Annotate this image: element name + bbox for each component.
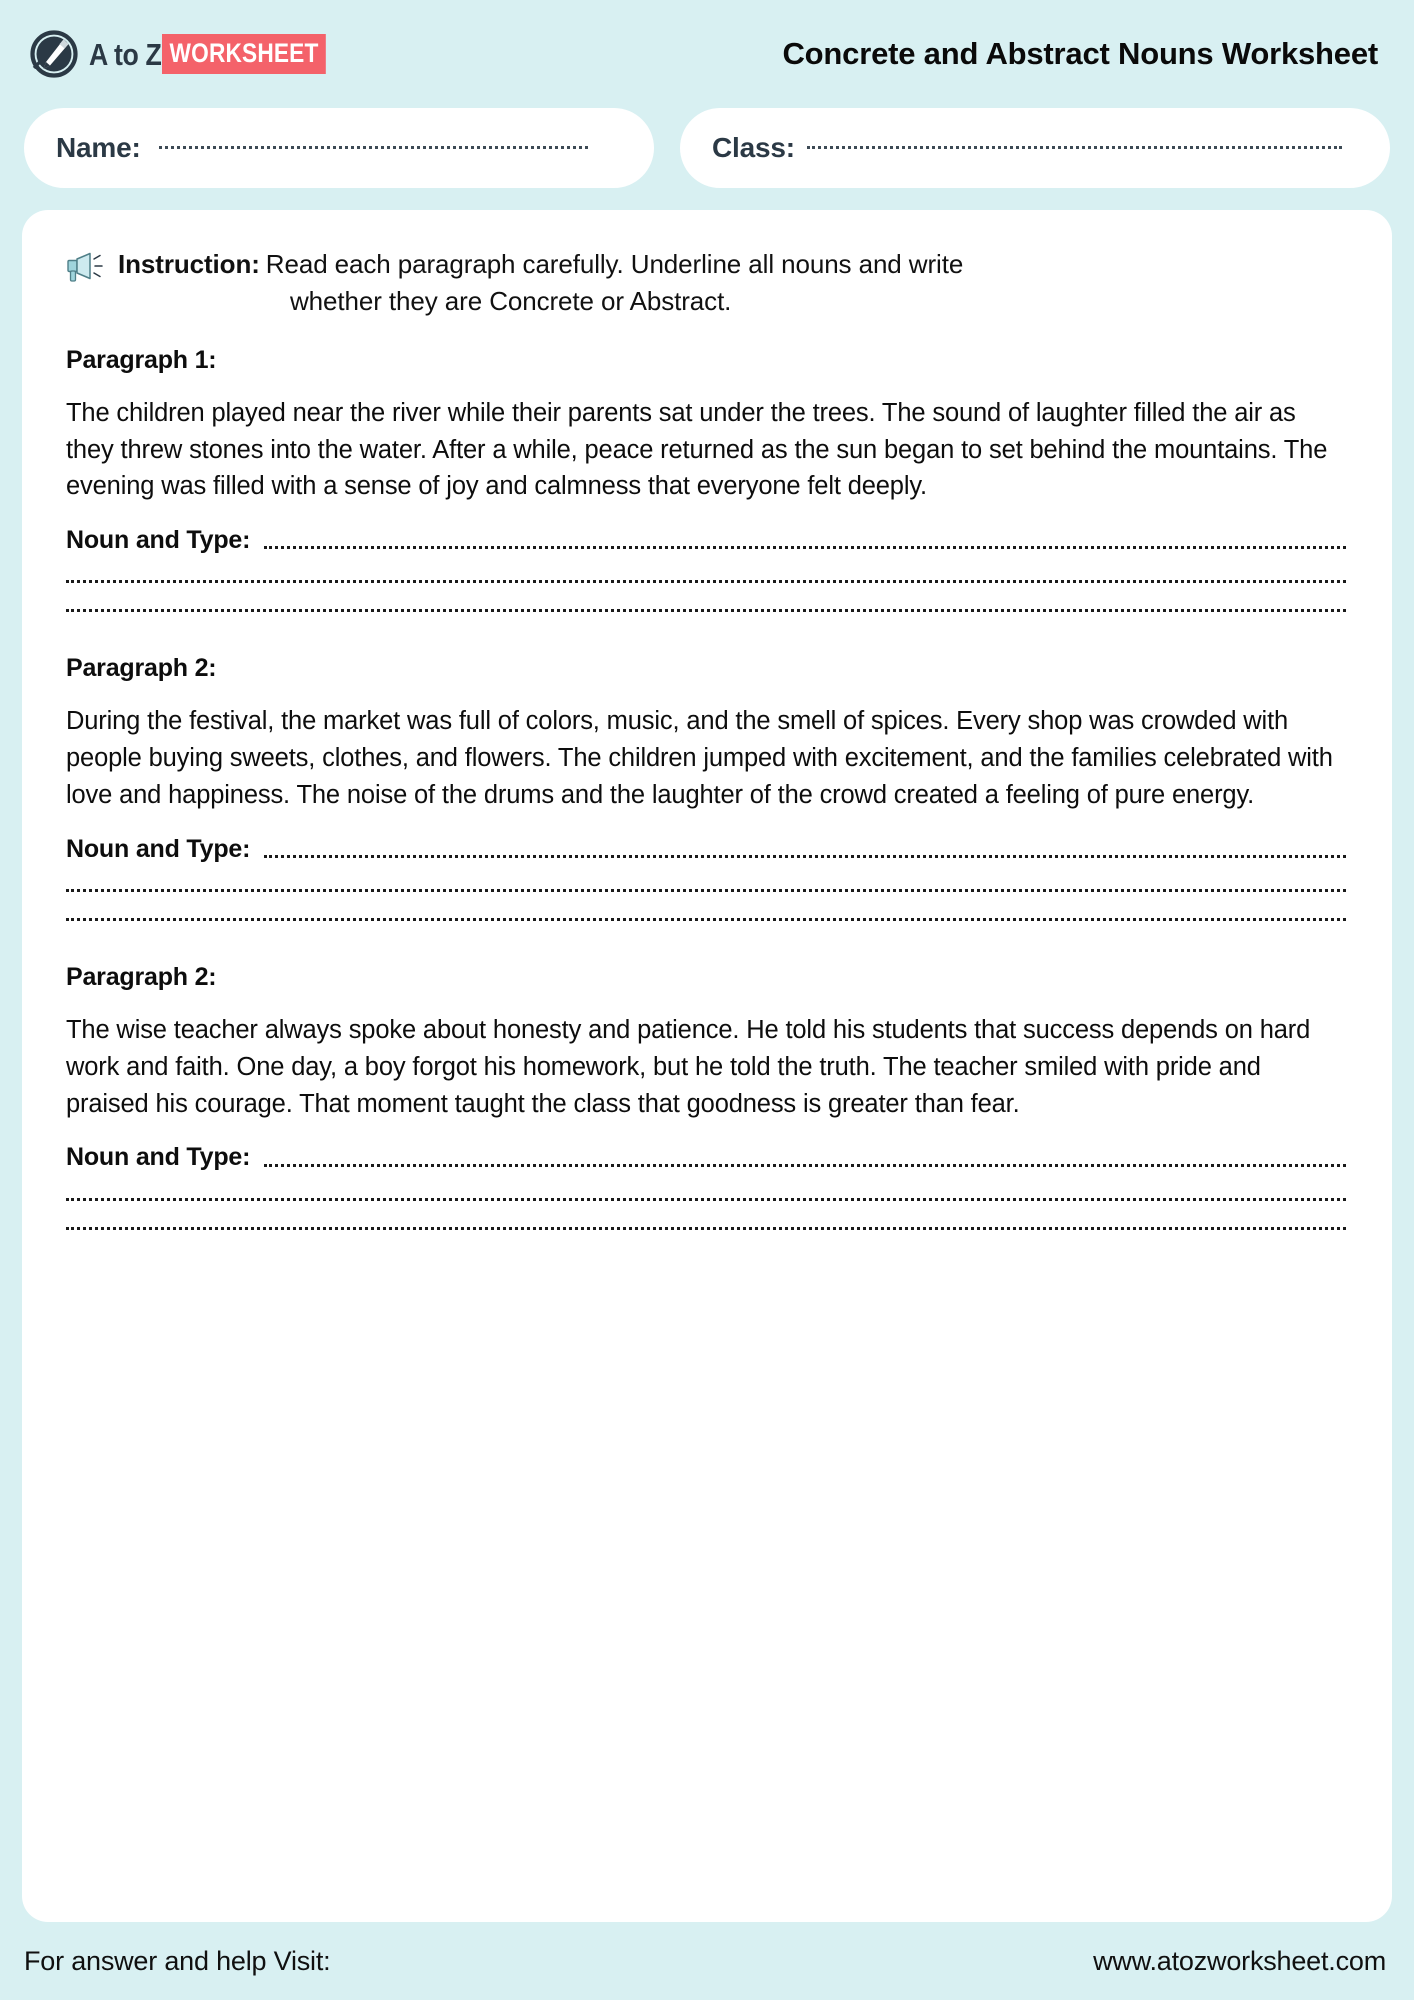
answer-line[interactable] xyxy=(66,580,1346,583)
answer-area-1 xyxy=(66,527,1346,613)
answer-line[interactable] xyxy=(66,609,1346,612)
page-header xyxy=(22,0,1392,108)
answer-line[interactable] xyxy=(66,1198,1346,1201)
name-input-line[interactable] xyxy=(159,146,588,149)
answer-line[interactable] xyxy=(66,1227,1346,1230)
answer-label: Noun and Type: xyxy=(66,525,251,554)
answer-line[interactable] xyxy=(264,546,1346,549)
answer-line[interactable] xyxy=(66,889,1346,892)
instruction-block xyxy=(66,246,1346,320)
brand-name: A to Z xyxy=(89,36,162,72)
page-title: Concrete and Abstract Nouns Worksheet xyxy=(782,36,1378,71)
section-spacer xyxy=(66,955,1346,963)
answer-area-3 xyxy=(66,1144,1346,1230)
footer-visit-text: For answer and help Visit: xyxy=(24,1945,331,1976)
paragraph-text: The wise teacher always spoke about honesty and patience. He told his students that success depends on hard work and faith. One day, a boy forgot his homework, but he told the truth. The teacher smiled with pride and praised his courage. That moment taught the class that goodness is greater than fear. xyxy=(66,1016,1311,1118)
answer-row xyxy=(66,527,1346,555)
answer-label: Noun and Type: xyxy=(66,1143,251,1172)
answer-line[interactable] xyxy=(66,918,1346,921)
answer-label: Noun and Type: xyxy=(66,834,251,863)
answer-row xyxy=(66,1144,1346,1172)
instruction-label: Instruction: xyxy=(118,249,260,279)
pen-in-circle-icon xyxy=(30,30,78,78)
paragraph-heading: Paragraph 2: xyxy=(66,963,217,992)
paragraph-text: During the festival, the market was full of colors, music, and the smell of spices. Every shop was crowded with people buying sweets, clothes, and flowers. The children jumped with excitement, and the families celebrated with love and happiness. The noise of the drums and the laughter of the crowd created a feeling of pure energy. xyxy=(66,707,1333,809)
paragraph-text: The children played near the river while their parents sat under the trees. The sound of laughter filled the air as they threw stones into the water. After a while, peace returned as the sun began to set behind the mountains. The evening was filled with a sense of joy and calmness that everyone felt deeply. xyxy=(66,398,1328,501)
paragraph-block-3 xyxy=(66,963,1346,1260)
name-field-group[interactable] xyxy=(24,108,654,188)
paragraph-block-1 xyxy=(66,346,1346,643)
brand-logo xyxy=(30,30,358,78)
footer-website-link[interactable]: www.atozworksheet.com xyxy=(1093,1945,1386,1976)
answer-line[interactable] xyxy=(264,1164,1346,1167)
brand-tag: WORKSHEET xyxy=(162,34,326,74)
megaphone-icon xyxy=(66,250,106,284)
instruction-line-2: whether they are Concrete or Abstract. xyxy=(290,285,732,316)
instruction-text xyxy=(118,246,963,320)
class-field-group[interactable] xyxy=(680,108,1390,188)
section-spacer xyxy=(66,646,1346,654)
student-info-row xyxy=(22,108,1392,188)
class-input-line[interactable] xyxy=(807,146,1342,149)
instruction-line-1: Read each paragraph carefully. Underline all nouns and write xyxy=(265,249,964,279)
paragraph-heading: Paragraph 1: xyxy=(66,345,217,374)
page-footer xyxy=(22,1922,1392,2000)
answer-line[interactable] xyxy=(264,855,1346,858)
answer-area-2 xyxy=(66,836,1346,922)
paragraph-heading: Paragraph 2: xyxy=(66,654,217,683)
name-label: Name: xyxy=(56,132,141,163)
worksheet-card xyxy=(22,210,1392,1922)
class-label: Class: xyxy=(712,132,795,163)
paragraph-block-2 xyxy=(66,654,1346,951)
answer-row xyxy=(66,836,1346,864)
